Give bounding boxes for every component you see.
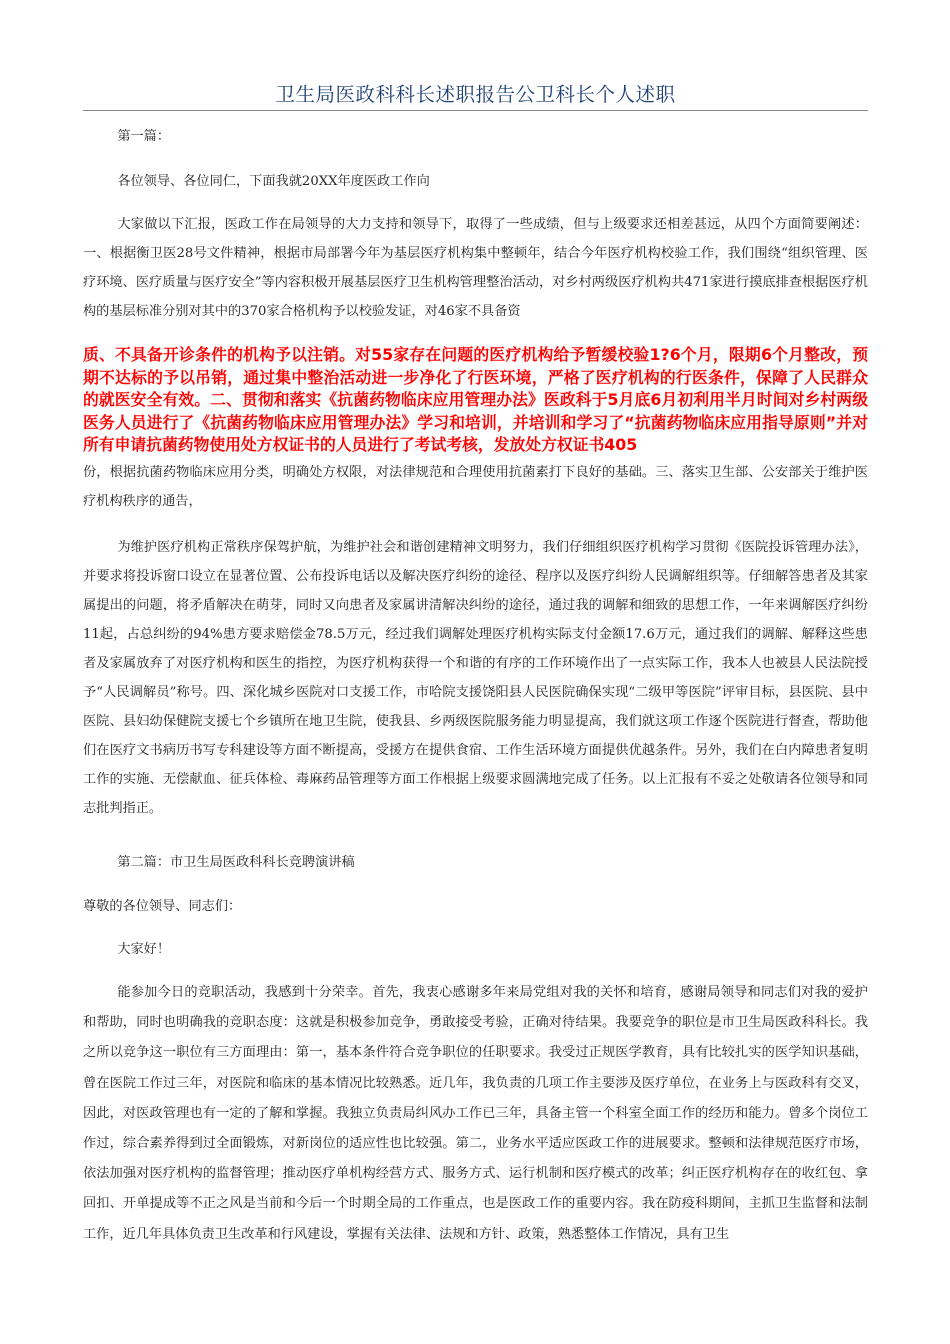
title-rule [83,110,868,111]
section-heading-2: 第二篇：市卫生局医政科科长竞聘演讲稿 [117,855,355,870]
section-heading-1: 第一篇： [117,129,171,144]
highlighted-paragraph: 质、不具备开诊条件的机构予以注销。对55家存在问题的医疗机构给予暂缓校验1?6个月，限期6个月整改，预期不达标的予以吊销，通过集中整治活动进一步净化了行医环境，严格了医疗机构的行医条件，保障了人民群众的就医安全有效。二、贯彻和落实《抗菌药物临床应用管理办法》医政科于5月底6月初利用半月时间对乡村两级医务人员进行了《抗菌药物临床应用管理办法》学习和培训，并培训和学习了“抗菌药物临床应用指导原则”并对所有申请抗菌药物使用处方权证书的人员进行了考试考核，发放处方权证书405 [83,345,869,454]
paragraph-speech-body: 能参加今日的竞职活动，我感到十分荣幸。首先，我衷心感谢多年来局党组对我的关怀和培育，感谢局领导和同志们对我的爱护和帮助，同时也明确我的竞职态度：这就是积极参加竞争，勇敢接受考验，正确对待结果。我要竞争的职位是市卫生局医政科科长。我之所以竞争这一职位有三方面理由：第一，基本条件符合竞争职位的任职要求。我受过正规医学教育，具有比较扎实的医学知识基础，曾在医院工作过三年，对医院和临床的基本情况比较熟悉。近几年，我负责的几项工作主要涉及医疗单位，在业务上与医政科有交叉，因此，对医政管理也有一定的了解和掌握。我独立负责局纠风办工作已三年，具备主管一个科室全面工作的经历和能力。曾多个岗位工作过，综合素养得到过全面锻炼，对新岗位的适应性也比较强。第二，业务水平适应医政工作的进展要求。整顿和法律规范医疗市场，依法加强对医疗机构的监督管理；推动医疗单机构经营方式、服务方式、运行机制和医疗模式的改革；纠正医疗机构存在的收红包、拿回扣、开单提成等不正之风是当前和今后一个时期全局的工作重点，也是医政工作的重要内容。我在防疫科期间，主抓卫生监督和法制工作，近几年具体负责卫生改革和行风建设，掌握有关法律、法规和方针、政策，熟悉整体工作情况，具有卫生 [83,985,868,1242]
document-title: 卫生局医政科科长述职报告公卫科长个人述职 [275,83,676,106]
paragraph-salutation: 尊敬的各位领导、同志们： [83,899,242,914]
paragraph-medical-order: 为维护医疗机构正常秩序保驾护航，为维护社会和谐创建精神文明努力，我们仔细组织医疗机构学习贯彻《医院投诉管理办法》，并要求将投诉窗口设立在显著位置、公布投诉电话以及解决医疗纠纷的途径、程序以及医疗纠纷人民调解组织等。仔细解答患者及其家属提出的问题，将矛盾解决在萌芽，同时又向患者及家属讲清解决纠纷的途径，通过我的调解和细致的思想工作，一年来调解医疗纠纷11起，占总纠纷的94%患方要求赔偿金78.5万元，经过我们调解处理医疗机构实际支付金额17.6万元，通过我们的调解、解释这些患者及家属放弃了对医疗机构和医生的指控，为医疗机构获得一个和谐的有序的工作环境作出了一点实际工作，我本人也被县人民法院授予“人民调解员”称号。四、深化城乡医院对口支援工作，市哈院支援饶阳县人民医院确保实现“二级甲等医院”评审目标，县医院、县中医院、县妇幼保健院支援七个乡镇所在地卫生院，使我县、乡两级医院服务能力明显提高，我们就这项工作逐个医院进行督查，帮助他们在医疗文书病历书写专科建设等方面不断提高，受援方在提供食宿、工作生活环境方面提供优越条件。另外，我们在白内障患者复明工作的实施、无偿献血、征兵体检、毒麻药品管理等方面工作根据上级要求圆满地完成了任务。以上汇报有不妥之处敬请各位领导和同志批判指正。 [83,540,868,816]
paragraph-greeting: 各位领导、各位同仁，下面我就20XX年度医政工作向 [117,174,430,189]
paragraph-hello: 大家好！ [117,942,171,957]
paragraph-antibiotics: 份，根据抗菌药物临床应用分类，明确处方权限，对法律规范和合理使用抗菌素打下良好的基础。三、落实卫生部、公安部关于维护医疗机构秩序的通告， [83,465,868,509]
paragraph-report-intro: 大家做以下汇报，医政工作在局领导的大力支持和领导下，取得了一些成绩，但与上级要求还相差甚远，从四个方面简要阐述：一、根据衡卫医28号文件精神，根据市局部署今年为基层医疗机构集中整顿年，结合今年医疗机构校验工作，我们围绕“组织管理、医疗环境、医疗质量与医疗安全”等内容积极开展基层医疗卫生机构管理整治活动，对乡村两级医疗机构共471家进行摸底排查根据医疗机构的基层标准分别对其中的370家合格机构予以校验发证，对46家不具备资 [83,217,868,319]
